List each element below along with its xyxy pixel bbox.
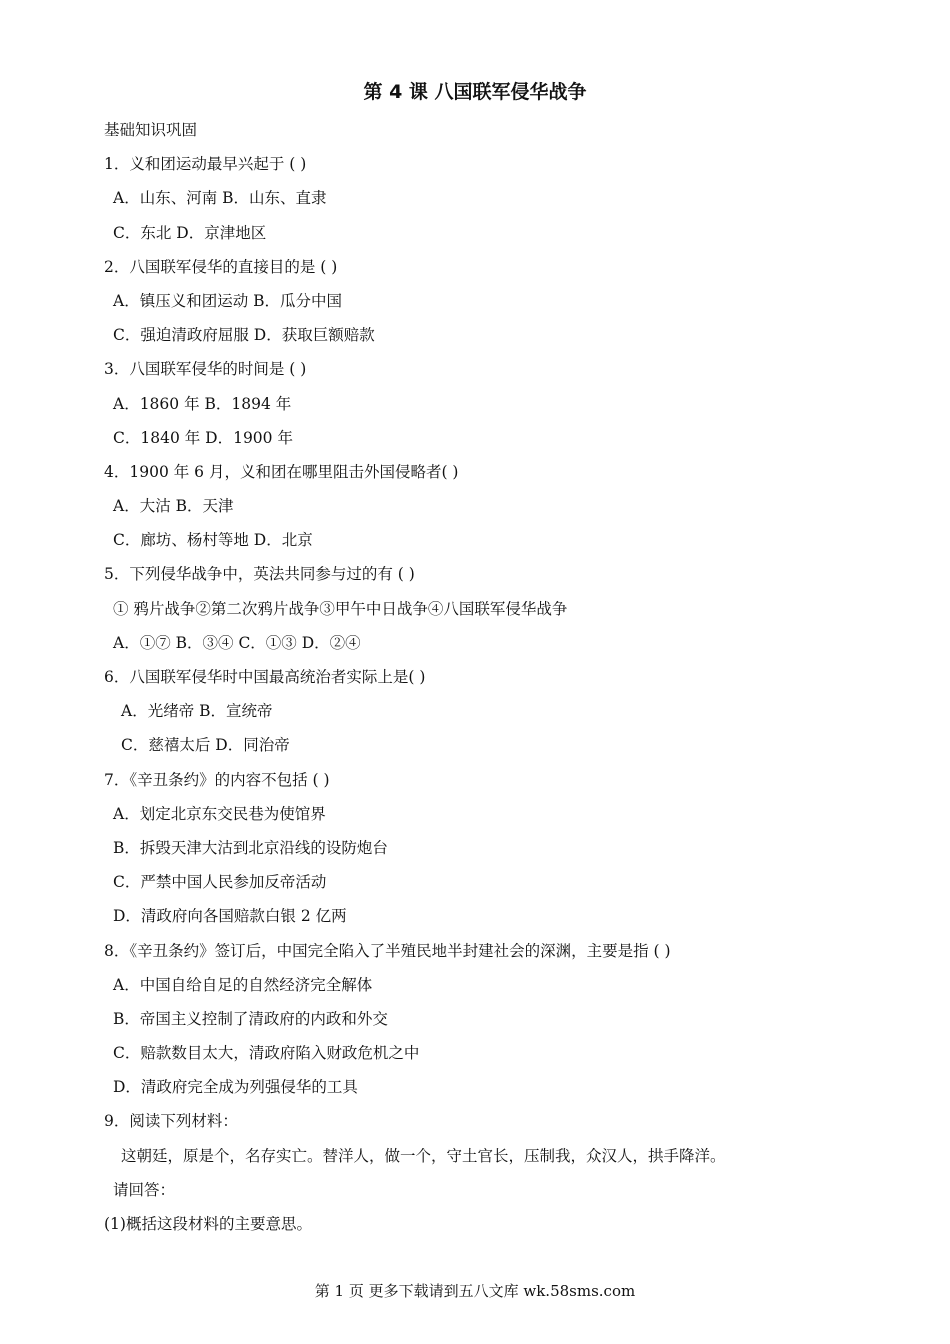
question-3-option-row: A．1860 年 B．1894 年 xyxy=(113,394,292,413)
section-heading: 基础知识巩固 xyxy=(104,121,198,139)
question-8-option: B．帝国主义控制了清政府的内政和外交 xyxy=(113,1009,388,1028)
question-4-option-row: C．廊坊、杨村等地 D．北京 xyxy=(113,531,313,550)
page-footer: 第 1 页 更多下载请到五八文库 wk.58sms.com xyxy=(314,1282,636,1300)
worksheet-content xyxy=(104,113,864,1241)
question-8-option: D．清政府完全成为列强侵华的工具 xyxy=(113,1078,358,1097)
question-2-stem: 2．八国联军侵华的直接目的是 ( ) xyxy=(104,257,338,276)
question-5-item-list: ① 鸦片战争②第二次鸦片战争③甲午中日战争④八国联军侵华战争 xyxy=(113,599,568,618)
question-4-option-row: A．大沽 B．天津 xyxy=(113,497,234,516)
question-3-stem: 3．八国联军侵华的时间是 ( ) xyxy=(104,360,307,379)
question-8-stem: 8．《辛丑条约》签订后，中国完全陷入了半殖民地半封建社会的深渊，主要是指 ( ) xyxy=(104,941,671,960)
question-5-option-row: A．①⑦ B．③④ C．①③ D．②④ xyxy=(113,633,361,652)
question-9-stem: 9．阅读下列材料： xyxy=(104,1112,238,1131)
question-1-option-row: A．山东、河南 B．山东、直隶 xyxy=(113,189,327,208)
question-3-option-row: C．1840 年 D．1900 年 xyxy=(113,428,293,447)
question-2-option-row: C．强迫清政府屈服 D．获取巨额赔款 xyxy=(113,326,375,345)
lesson-title: 第 4 课 八国联军侵华战争 xyxy=(363,81,587,103)
question-7-option: A．划定北京东交民巷为使馆界 xyxy=(113,804,326,823)
question-1-stem: 1．义和团运动最早兴起于 ( ) xyxy=(104,155,307,174)
question-7-option: B．拆毁天津大沽到北京沿线的设防炮台 xyxy=(113,838,388,857)
question-6-stem: 6．八国联军侵华时中国最高统治者实际上是( ) xyxy=(104,668,426,686)
question-9-prompt: 请回答： xyxy=(113,1180,176,1199)
question-7-option: C．严禁中国人民参加反帝活动 xyxy=(113,873,327,892)
question-8-option: C．赔款数目太大，清政府陷入财政危机之中 xyxy=(113,1044,420,1063)
question-7-option: D．清政府向各国赔款白银 2 亿两 xyxy=(113,907,347,926)
question-9-material: 这朝廷，原是个，名存实亡。替洋人，做一个，守土官长，压制我，众汉人，拱手降洋。 xyxy=(121,1146,726,1165)
question-5-stem: 5．下列侵华战争中，英法共同参与过的有 ( ) xyxy=(104,565,415,584)
question-7-stem: 7．《辛丑条约》的内容不包括 ( ) xyxy=(104,770,330,789)
question-4-stem: 4．1900 年 6 月，义和团在哪里阻击外国侵略者( ) xyxy=(104,462,459,481)
question-6-option-row: C．慈禧太后 D．同治帝 xyxy=(121,736,290,755)
question-6-option-row: A．光绪帝 B．宣统帝 xyxy=(121,702,273,721)
question-1-option-row: C．东北 D．京津地区 xyxy=(113,223,267,242)
question-2-option-row: A．镇压义和团运动 B．瓜分中国 xyxy=(113,291,343,310)
question-8-option: A．中国自给自足的自然经济完全解体 xyxy=(113,975,373,994)
question-9-sub-question-1: (1)概括这段材料的主要意思。 xyxy=(104,1215,312,1233)
